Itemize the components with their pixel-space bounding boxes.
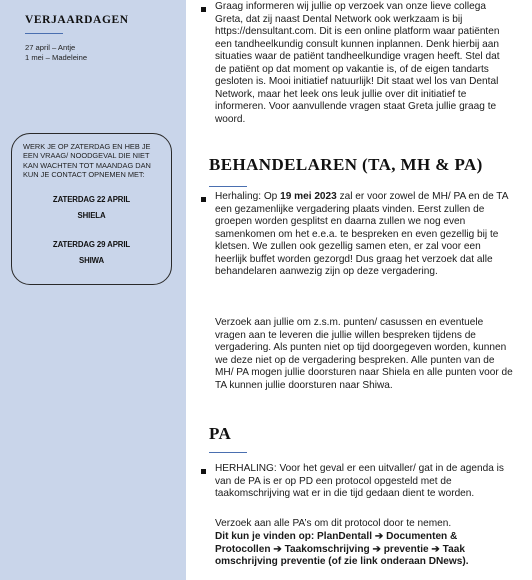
contact-date: ZATERDAG 29 APRIL [52, 240, 131, 249]
bullet-icon [201, 469, 206, 474]
sidebar [0, 0, 186, 580]
agenda-items-paragraph: Verzoek aan jullie om z.s.m. punten/ casussen en eventuele vragen aan te leveren die jullie willen bespreken tijdens de vergadering. Als punten niet op tijd doorgegeven worden, kunnen we deze niet op de vergadering bespreken. Alle punten van de MH/ PA mogen jullie doorsturen naar Shiela en alle punten voor de TA kunnen jullie doorsturen naar Shiwa. [215, 317, 513, 391]
section-heading-pa: PA [209, 424, 232, 443]
densultant-paragraph: Graag informeren wij jullie op verzoek van onze lieve collega Greta, dat zij naast Dental Network ook werkzaam is bij https://densultant.com. Dit is een online platform waar patiënten een tandheelkundig consult kunnen inplannen. Denk hierbij aan situaties waar de patiënt tandheelkundige vragen heeft. Stel dat de patiënt op dat moment op vakantie is, of de eigen tandarts gesloten is. Mooi initiatief natuurlijk! Dit staat wel los van Dental Network, maar het leek ons leuk jullie over dit initiatief te informeren. Voor aanvullende vragen staat Greta jullie graag te woord. [215, 1, 500, 125]
meeting-text-rest: zal er voor zowel de MH/ PA en de TA een gezamenlijke vergadering plaats vinden. Eerst zullen de groepen worden gesplitst en daarna zullen we nog even samenkomen om het e.e.a. te bespreken en even gezellig bij te kletsen. We zullen ook gezellig samen eten, er zal voor een heerlijk buffet worden gezorgd! Dus graag het verzoek dat alle behandelaren aanwezig zijn op deze vergadering. [215, 191, 508, 278]
pa-request-paragraph: Verzoek aan alle PA’s om dit protocol door te nemen. [215, 518, 452, 529]
weekend-contact-box [11, 133, 172, 285]
pa-location-text: Dit kun je vinden op: PlanDentall ➔ Documenten & Protocollen ➔ Taakomschrijving ➔ preventie ➔ Taak omschrijving preventie (of zie link onderaan DNews). [215, 531, 469, 568]
main-content [186, 0, 532, 580]
birthdays-title: VERJAARDAGEN [25, 14, 129, 26]
contact-date: ZATERDAG 22 APRIL [52, 195, 131, 204]
pa-protocol-paragraph: HERHALING: Voor het geval er een uitvaller/ gat in de agenda is van de PA is er op PD een protocol opgesteld met de taakomschrijving wat er in die tijd gedaan dient te worden. [215, 463, 504, 500]
birthday-entry: 27 april – Antje [25, 43, 76, 52]
contact-name: SHIELA [77, 211, 106, 220]
section-heading-behandelaren: BEHANDELAREN (TA, MH & PA) [209, 155, 483, 174]
pa-location-paragraph [215, 531, 513, 569]
meeting-paragraph [215, 191, 513, 279]
heading-underline [209, 452, 247, 453]
bullet-icon [201, 197, 206, 202]
birthday-entry: 1 mei – Madeleine [25, 53, 88, 62]
contact-intro-text: WERK JE OP ZATERDAG EN HEB JE EEN VRAAG/ NOODGEVAL DIE NIET KAN WACHTEN TOT MAANDAG DAN KUN JE CONTACT OPNEMEN MET: [23, 142, 151, 180]
meeting-text-start: Herhaling: Op [215, 191, 281, 202]
meeting-date: 19 mei 2023 [280, 191, 337, 202]
bullet-icon [201, 7, 206, 12]
heading-underline [209, 186, 247, 187]
title-underline [25, 33, 63, 34]
contact-name: SHIWA [78, 256, 105, 265]
